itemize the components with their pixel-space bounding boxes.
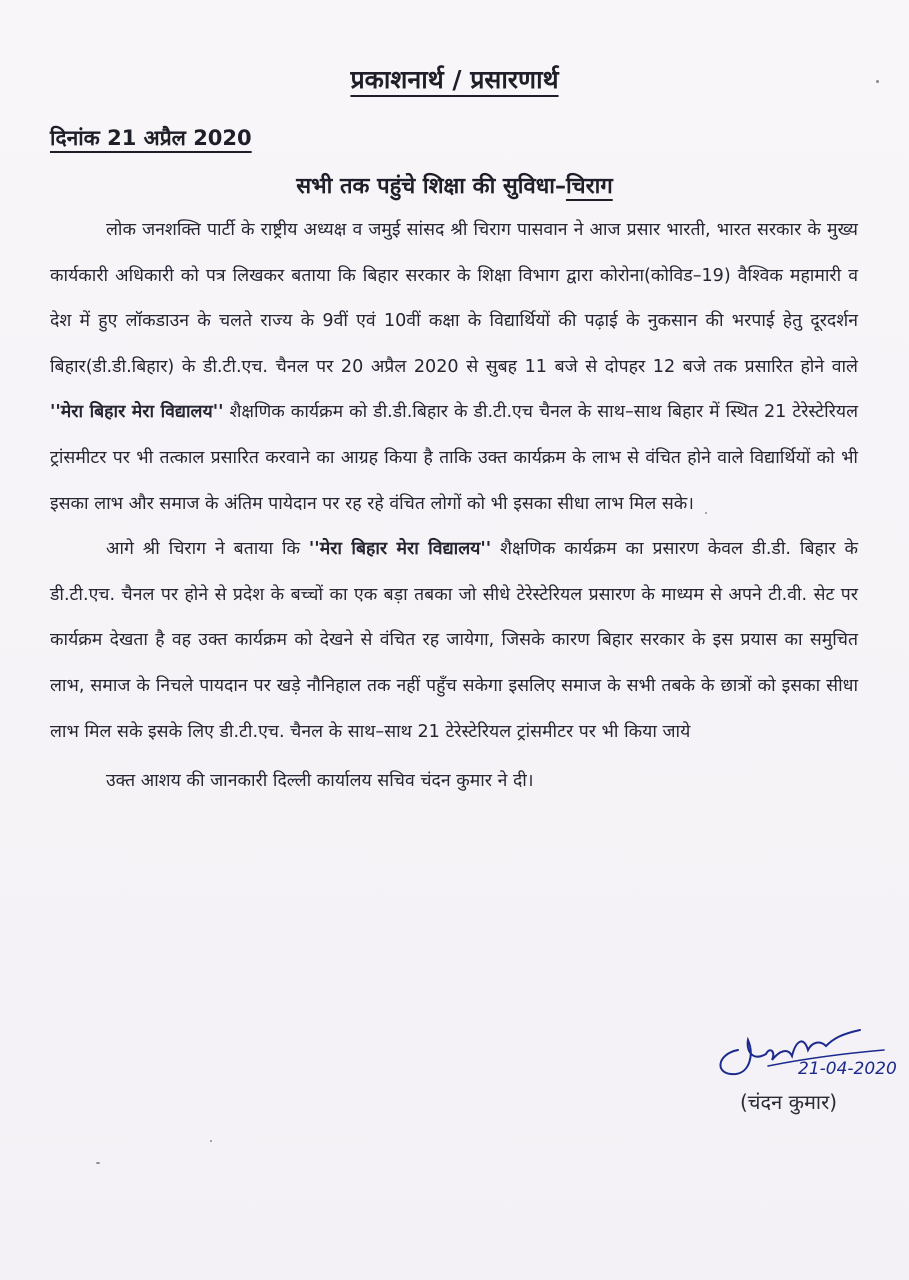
- paper-speck: [96, 1162, 100, 1164]
- paper-speck: [210, 1140, 212, 1142]
- release-header: प्रकाशनार्थ / प्रसारणार्थ: [350, 65, 559, 94]
- paper-speck: [705, 512, 707, 514]
- body-text: [50, 208, 858, 805]
- paragraph-1: लोक जनशक्ति पार्टी के राष्ट्रीय अध्यक्ष व जमुई सांसद श्री चिराग पासवान ने आज प्रसार भारती, भारत सरकार के मुख्य कार्यकारी अधिकारी को पत्र लिखकर बताया कि बिहार सरकार के शिक्षा विभाग द्वारा कोरोना(कोविड–19) वैश्विक महामारी व देश में हुए लॉकडाउन के चलते राज्य के 9वीं एवं 10वीं कक्षा के विद्यार्थियों की पढ़ाई के नुकसान की भरपाई हेतु दूरदर्शन बिहार(डी.डी.बिहार) के डी.टी.एच. चैनल पर 20 अप्रैल 2020 से सुबह 11 बजे से दोपहर 12 बजे तक प्रसारित होने वाले ''मेरा बिहार मेरा विद्यालय'' शैक्षणिक कार्यक्रम को डी.डी.बिहार के डी.टी.एच चैनल के साथ–साथ बिहार में स्थित 21 टेरेस्टेरियल ट्रांसमीटर पर भी तत्काल प्रसारित करवाने का आग्रह किया है ताकि उक्त कार्यक्रम के लाभ से वंचित होने वाले विद्यार्थियों को भी इसका लाभ और समाज के अंतिम पायेदान पर रह रहे वंचित लोगों को भी इसका सीधा लाभ मिल सके।: [50, 220, 859, 514]
- signatory-name: (चंदन कुमार): [740, 1090, 838, 1114]
- program-name-emphasis: ''मेरा बिहार मेरा विद्यालय'': [308, 539, 492, 560]
- signature-date: 21-04-2020: [798, 1059, 897, 1079]
- headline-name: चिराग: [565, 174, 613, 199]
- program-name-emphasis: ''मेरा बिहार मेरा विद्यालय'': [50, 402, 224, 423]
- paragraph-3: उक्त आशय की जानकारी दिल्ली कार्यालय सचिव चंदन कुमार ने दी।: [106, 771, 534, 792]
- paragraph-2: आगे श्री चिराग ने बताया कि ''मेरा बिहार मेरा विद्यालय'' शैक्षणिक कार्यक्रम का प्रसारण केवल डी.डी. बिहार के डी.टी.एच. चैनल पर होने से प्रदेश के बच्चों का एक बड़ा तबका जो सीधे टेरेस्टेरियल प्रसारण के माध्यम से अपने टी.वी. सेट पर कार्यक्रम देखता है वह उक्त कार्यक्रम को देखने से वंचित रह जायेगा, जिसके कारण बिहार सरकार के इस प्रयास का समुचित लाभ, समाज के निचले पायदान पर खड़े नौनिहाल तक नहीं पहुँच सकेगा इसलिए समाज के सभी तबके के छात्रों को इसका सीधा लाभ मिल सके इसके लिए डी.टी.एच. चैनल के साथ–साथ 21 टेरेस्टेरियल ट्रांसमीटर पर भी किया जाये: [50, 539, 858, 742]
- handwritten-signature: [708, 1010, 898, 1082]
- date-line: दिनांक 21 अप्रैल 2020: [50, 126, 252, 150]
- headline: [0, 170, 909, 200]
- paper-speck: [876, 80, 879, 83]
- headline-prefix: सभी तक पहुंचे शिक्षा की सुविधा–: [296, 174, 566, 199]
